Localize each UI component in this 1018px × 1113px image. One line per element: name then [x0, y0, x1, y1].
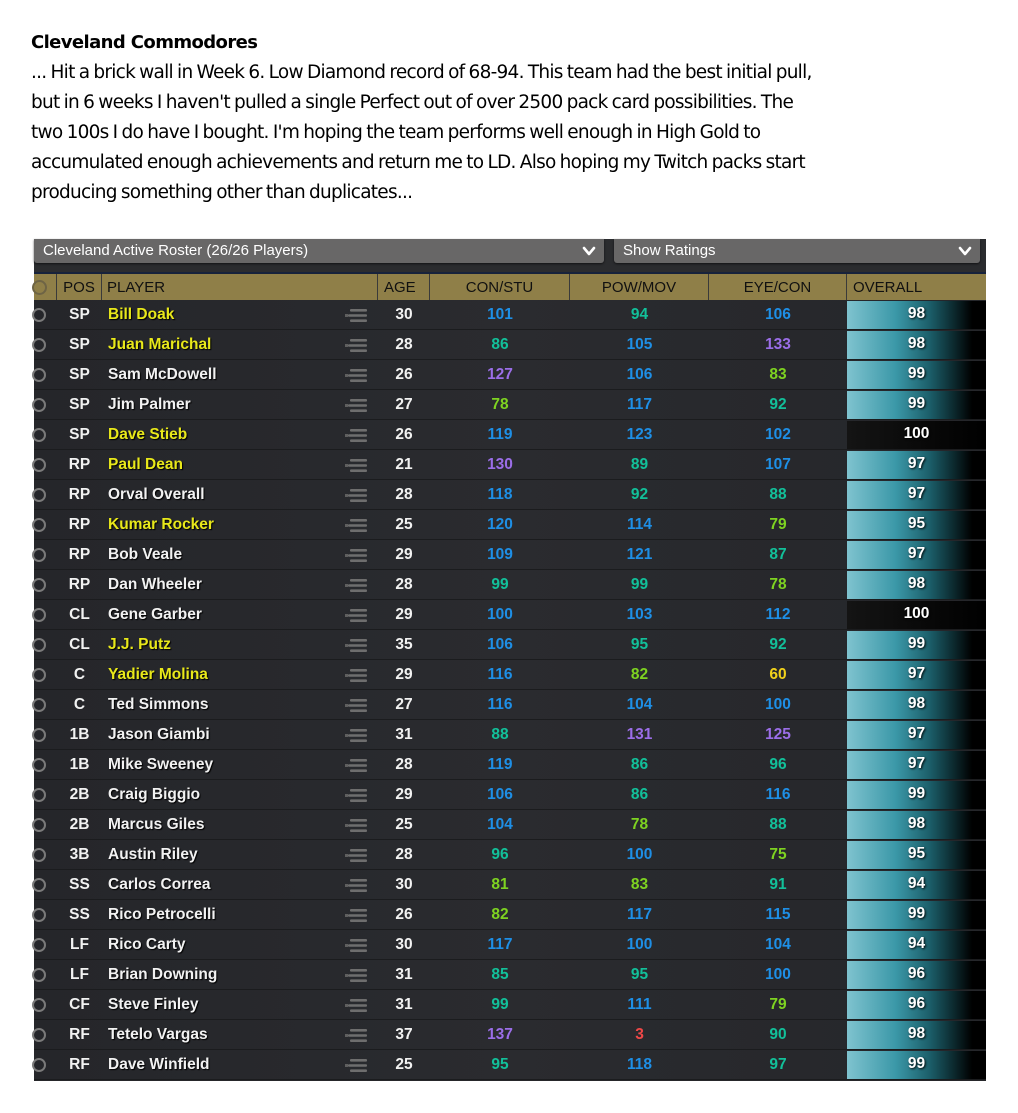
overall-rating: 98 — [847, 301, 986, 329]
player-row[interactable] — [34, 930, 986, 960]
overall-rating: 99 — [847, 631, 986, 659]
row-select-radio[interactable] — [32, 788, 46, 802]
rating-eye-con: 104 — [765, 936, 791, 953]
player-age: 37 — [395, 1026, 413, 1043]
post-line: ... Hit a brick wall in Week 6. Low Diamond record of 68-94. This team had the best initial pull, — [31, 62, 812, 83]
player-age: 29 — [395, 786, 413, 803]
player-position: RF — [69, 1056, 90, 1073]
player-row[interactable] — [34, 690, 986, 720]
list-menu-icon[interactable] — [345, 369, 367, 382]
overall-rating: 97 — [847, 451, 986, 479]
roster-select-dropdown[interactable] — [34, 239, 604, 263]
player-age: 29 — [395, 606, 413, 623]
rating-con-stu: 119 — [487, 756, 513, 773]
rating-eye-con: 100 — [765, 966, 791, 983]
column-header-con-stu[interactable]: CON/STU — [430, 274, 570, 302]
rating-eye-con: 79 — [769, 516, 787, 533]
list-menu-icon[interactable] — [345, 789, 367, 802]
row-select-radio[interactable] — [32, 758, 46, 772]
rating-pow-mov: 94 — [630, 306, 649, 323]
list-menu-icon[interactable] — [345, 459, 367, 472]
row-select-radio[interactable] — [32, 608, 46, 622]
player-row[interactable] — [34, 300, 986, 330]
overall-rating: 99 — [847, 1051, 986, 1079]
player-name[interactable]: Steve Finley — [108, 996, 199, 1013]
player-position: 2B — [69, 786, 90, 803]
row-select-radio[interactable] — [32, 818, 46, 832]
player-name[interactable]: Kumar Rocker — [108, 516, 214, 533]
list-menu-icon[interactable] — [345, 309, 367, 322]
post-title: Cleveland Commodores — [31, 32, 258, 53]
forum-post — [31, 28, 991, 208]
player-row[interactable] — [34, 780, 986, 810]
row-select-radio[interactable] — [32, 848, 46, 862]
roster-toolbar — [34, 239, 986, 272]
player-name[interactable]: Brian Downing — [108, 966, 218, 983]
player-name[interactable]: Paul Dean — [108, 456, 183, 473]
list-menu-icon[interactable] — [345, 579, 367, 592]
rating-eye-con: 78 — [769, 576, 787, 593]
rating-eye-con: 79 — [769, 996, 787, 1013]
player-position: RP — [68, 576, 91, 593]
player-position: RP — [68, 456, 91, 473]
rating-con-stu: 106 — [487, 786, 513, 803]
player-position: RF — [69, 1026, 90, 1043]
list-menu-icon[interactable] — [345, 999, 367, 1012]
player-age: 31 — [395, 726, 413, 743]
player-name[interactable]: Jim Palmer — [108, 396, 191, 413]
radio-icon — [32, 280, 47, 295]
rating-con-stu: 78 — [491, 396, 509, 413]
player-age: 21 — [395, 456, 413, 473]
player-name[interactable]: J.J. Putz — [108, 636, 171, 653]
rating-eye-con: 115 — [765, 906, 791, 923]
player-position: SS — [69, 876, 90, 893]
player-row[interactable] — [34, 900, 986, 930]
column-header-age[interactable]: AGE — [378, 274, 430, 302]
rating-eye-con: 90 — [769, 1026, 787, 1043]
overall-rating: 98 — [847, 1021, 986, 1049]
row-select-radio[interactable] — [32, 368, 46, 382]
player-position: CL — [69, 606, 90, 623]
player-age: 30 — [395, 936, 413, 953]
rating-pow-mov: 117 — [626, 906, 652, 923]
player-row[interactable] — [34, 510, 986, 540]
row-select-radio[interactable] — [32, 428, 46, 442]
list-menu-icon[interactable] — [345, 1059, 367, 1072]
rating-con-stu: 116 — [487, 696, 513, 713]
player-age: 26 — [395, 906, 413, 923]
rating-con-stu: 82 — [491, 906, 509, 923]
player-position: SP — [69, 366, 90, 383]
player-position: 1B — [69, 756, 90, 773]
player-name[interactable]: Jason Giambi — [108, 726, 210, 743]
list-menu-icon[interactable] — [345, 489, 367, 502]
row-select-radio[interactable] — [32, 1028, 46, 1042]
player-name[interactable]: Dave Stieb — [108, 426, 188, 443]
list-menu-icon[interactable] — [345, 909, 367, 922]
rating-pow-mov: 99 — [630, 576, 649, 593]
rating-eye-con: 112 — [765, 606, 791, 623]
post-line: two 100s I do have I bought. I'm hoping the team performs well enough in High Gold to — [31, 122, 761, 143]
rating-pow-mov: 78 — [630, 816, 649, 833]
overall-rating: 95 — [847, 511, 986, 539]
rating-eye-con: 91 — [769, 876, 787, 893]
player-position: SP — [69, 396, 90, 413]
player-position: 1B — [69, 726, 90, 743]
overall-rating: 97 — [847, 751, 986, 779]
player-position: RP — [68, 516, 91, 533]
player-row[interactable] — [34, 1020, 986, 1050]
rating-eye-con: 116 — [765, 786, 791, 803]
player-name[interactable]: Orval Overall — [108, 486, 205, 503]
player-age: 31 — [395, 996, 413, 1013]
rating-pow-mov: 83 — [630, 876, 649, 893]
row-select-radio[interactable] — [32, 458, 46, 472]
player-name[interactable]: Craig Biggio — [108, 786, 201, 803]
rating-con-stu: 106 — [487, 636, 513, 653]
rating-eye-con: 106 — [765, 306, 791, 323]
overall-rating: 99 — [847, 901, 986, 929]
player-age: 25 — [395, 516, 413, 533]
player-age: 29 — [395, 666, 413, 683]
rating-eye-con: 75 — [769, 846, 787, 863]
player-position: LF — [70, 966, 89, 983]
list-menu-icon[interactable] — [345, 399, 367, 412]
list-menu-icon[interactable] — [345, 429, 367, 442]
table-header — [34, 272, 986, 303]
player-age: 30 — [395, 306, 413, 323]
player-row[interactable] — [34, 570, 986, 600]
player-position: RP — [68, 486, 91, 503]
post-line: producing something other than duplicates... — [31, 182, 413, 203]
rating-pow-mov: 100 — [626, 846, 653, 863]
player-row[interactable] — [34, 330, 986, 360]
list-menu-icon[interactable] — [345, 1029, 367, 1042]
rating-con-stu: 137 — [487, 1026, 513, 1043]
list-menu-icon[interactable] — [345, 939, 367, 952]
row-select-radio[interactable] — [32, 728, 46, 742]
player-name[interactable]: Dave Winfield — [108, 1056, 210, 1073]
player-age: 35 — [395, 636, 413, 653]
rating-pow-mov: 123 — [626, 426, 653, 443]
rating-con-stu: 119 — [487, 426, 513, 443]
player-position: SP — [69, 336, 90, 353]
rating-eye-con: 97 — [769, 1056, 787, 1073]
rating-eye-con: 102 — [765, 426, 791, 443]
overall-rating: 94 — [847, 871, 986, 899]
rating-pow-mov: 114 — [626, 516, 652, 533]
column-header-eye-con[interactable]: EYE/CON — [709, 274, 847, 302]
rating-eye-con: 92 — [769, 636, 787, 653]
rating-pow-mov: 86 — [630, 756, 649, 773]
player-row[interactable] — [34, 540, 986, 570]
player-row[interactable] — [34, 480, 986, 510]
overall-rating: 97 — [847, 481, 986, 509]
player-row[interactable] — [34, 630, 986, 660]
player-name[interactable]: Bob Veale — [108, 546, 183, 563]
player-age: 25 — [395, 816, 413, 833]
row-select-radio[interactable] — [32, 938, 46, 952]
player-row[interactable] — [34, 420, 986, 450]
chevron-down-icon — [582, 244, 596, 258]
column-header-pos[interactable]: POS — [57, 274, 102, 302]
player-age: 25 — [395, 1056, 413, 1073]
player-position: CF — [69, 996, 90, 1013]
overall-rating: 100 — [847, 601, 986, 629]
player-position: C — [73, 666, 86, 683]
row-select-radio[interactable] — [32, 578, 46, 592]
rating-pow-mov: 105 — [626, 336, 653, 353]
rating-pow-mov: 118 — [626, 1056, 652, 1073]
list-menu-icon[interactable] — [345, 969, 367, 982]
overall-rating: 99 — [847, 781, 986, 809]
player-row[interactable] — [34, 960, 986, 990]
player-name[interactable]: Rico Carty — [108, 936, 186, 953]
rating-eye-con: 92 — [769, 396, 787, 413]
rating-con-stu: 99 — [491, 576, 509, 593]
player-row[interactable] — [34, 810, 986, 840]
rating-pow-mov: 103 — [626, 606, 653, 623]
list-menu-icon[interactable] — [345, 699, 367, 712]
rating-con-stu: 117 — [487, 936, 513, 953]
rating-con-stu: 96 — [491, 846, 509, 863]
rating-con-stu: 86 — [491, 336, 509, 353]
player-row[interactable] — [34, 720, 986, 750]
player-row[interactable] — [34, 660, 986, 690]
row-select-radio[interactable] — [32, 878, 46, 892]
rating-pow-mov: 3 — [635, 1026, 644, 1043]
rating-con-stu: 109 — [487, 546, 513, 563]
player-row[interactable] — [34, 990, 986, 1020]
player-row[interactable] — [34, 840, 986, 870]
player-name[interactable]: Marcus Giles — [108, 816, 205, 833]
column-header-overall[interactable]: OVERALL — [853, 279, 923, 296]
row-select-radio[interactable] — [32, 488, 46, 502]
list-menu-icon[interactable] — [345, 819, 367, 832]
player-position: SP — [69, 426, 90, 443]
list-menu-icon[interactable] — [345, 879, 367, 892]
rating-pow-mov: 95 — [630, 636, 649, 653]
player-position: RP — [68, 546, 91, 563]
overall-rating: 98 — [847, 571, 986, 599]
rating-con-stu: 85 — [491, 966, 509, 983]
player-name[interactable]: Bill Doak — [108, 306, 175, 323]
player-name[interactable]: Dan Wheeler — [108, 576, 202, 593]
player-age: 28 — [395, 756, 413, 773]
player-position: 2B — [69, 816, 90, 833]
rating-eye-con: 100 — [765, 696, 791, 713]
rating-eye-con: 96 — [769, 756, 787, 773]
player-position: CL — [69, 636, 90, 653]
rating-con-stu: 120 — [487, 516, 513, 533]
player-position: C — [73, 696, 86, 713]
rating-con-stu: 130 — [487, 456, 513, 473]
list-menu-icon[interactable] — [345, 759, 367, 772]
player-row[interactable] — [34, 360, 986, 390]
rating-pow-mov: 92 — [630, 486, 649, 503]
row-select-radio[interactable] — [32, 908, 46, 922]
rating-con-stu: 88 — [491, 726, 509, 743]
rating-con-stu: 116 — [487, 666, 513, 683]
chevron-down-icon — [958, 244, 972, 258]
ratings-view-label: Show Ratings — [623, 242, 716, 259]
overall-rating: 96 — [847, 961, 986, 989]
overall-rating: 96 — [847, 991, 986, 1019]
player-age: 26 — [395, 366, 413, 383]
rating-pow-mov: 100 — [626, 936, 653, 953]
list-menu-icon[interactable] — [345, 849, 367, 862]
player-age: 28 — [395, 486, 413, 503]
select-all-header[interactable] — [34, 274, 57, 302]
player-age: 29 — [395, 546, 413, 563]
rating-eye-con: 133 — [765, 336, 791, 353]
rating-pow-mov: 104 — [626, 696, 653, 713]
overall-rating: 100 — [847, 421, 986, 449]
rating-con-stu: 99 — [491, 996, 509, 1013]
rating-pow-mov: 95 — [630, 966, 649, 983]
player-name[interactable]: Gene Garber — [108, 606, 202, 623]
player-age: 27 — [395, 696, 413, 713]
player-name[interactable]: Carlos Correa — [108, 876, 211, 893]
row-select-radio[interactable] — [32, 638, 46, 652]
row-select-radio[interactable] — [32, 548, 46, 562]
list-menu-icon[interactable] — [345, 669, 367, 682]
player-position: LF — [70, 936, 89, 953]
rating-pow-mov: 117 — [626, 396, 652, 413]
player-name[interactable]: Yadier Molina — [108, 666, 208, 683]
player-age: 26 — [395, 426, 413, 443]
rating-con-stu: 100 — [487, 606, 513, 623]
player-position: SS — [69, 906, 90, 923]
player-position: SP — [69, 306, 90, 323]
rating-eye-con: 88 — [769, 816, 787, 833]
rating-con-stu: 118 — [487, 486, 513, 503]
rating-con-stu: 81 — [491, 876, 509, 893]
list-menu-icon[interactable] — [345, 519, 367, 532]
rating-eye-con: 107 — [765, 456, 791, 473]
rating-pow-mov: 131 — [626, 726, 653, 743]
player-name[interactable]: Sam McDowell — [108, 366, 217, 383]
rating-con-stu: 101 — [487, 306, 513, 323]
overall-rating: 98 — [847, 811, 986, 839]
rating-eye-con: 60 — [769, 666, 787, 683]
rating-eye-con: 88 — [769, 486, 787, 503]
row-select-radio[interactable] — [32, 308, 46, 322]
overall-rating: 97 — [847, 541, 986, 569]
player-name[interactable]: Mike Sweeney — [108, 756, 214, 773]
row-select-radio[interactable] — [32, 668, 46, 682]
list-menu-icon[interactable] — [345, 729, 367, 742]
row-select-radio[interactable] — [32, 398, 46, 412]
rating-con-stu: 104 — [487, 816, 513, 833]
rating-pow-mov: 86 — [630, 786, 649, 803]
roster-panel — [34, 239, 986, 1081]
list-menu-icon[interactable] — [345, 609, 367, 622]
overall-rating: 99 — [847, 391, 986, 419]
row-select-radio[interactable] — [32, 1058, 46, 1072]
column-header-player[interactable]: PLAYER — [102, 274, 378, 302]
rating-con-stu: 127 — [487, 366, 513, 383]
rating-eye-con: 83 — [769, 366, 787, 383]
player-row[interactable] — [34, 450, 986, 480]
rating-pow-mov: 106 — [626, 366, 653, 383]
player-row[interactable] — [34, 600, 986, 630]
player-row[interactable] — [34, 1050, 986, 1080]
overall-rating: 95 — [847, 841, 986, 869]
rating-eye-con: 125 — [765, 726, 791, 743]
player-age: 30 — [395, 876, 413, 893]
post-line: but in 6 weeks I haven't pulled a single Perfect out of over 2500 pack card possibilities. The — [31, 92, 794, 113]
player-name[interactable]: Austin Riley — [108, 846, 198, 863]
rating-pow-mov: 121 — [626, 546, 653, 563]
overall-rating: 94 — [847, 931, 986, 959]
player-name[interactable]: Tetelo Vargas — [108, 1026, 208, 1043]
player-age: 31 — [395, 966, 413, 983]
player-name[interactable]: Ted Simmons — [108, 696, 209, 713]
list-menu-icon[interactable] — [345, 639, 367, 652]
list-menu-icon[interactable] — [345, 549, 367, 562]
player-name[interactable]: Rico Petrocelli — [108, 906, 216, 923]
player-row[interactable] — [34, 870, 986, 900]
overall-rating: 97 — [847, 721, 986, 749]
list-menu-icon[interactable] — [345, 339, 367, 352]
rating-pow-mov: 89 — [630, 456, 649, 473]
row-select-radio[interactable] — [32, 518, 46, 532]
rating-eye-con: 87 — [769, 546, 787, 563]
ratings-view-dropdown[interactable] — [614, 239, 980, 263]
overall-rating: 97 — [847, 661, 986, 689]
row-select-radio[interactable] — [32, 998, 46, 1012]
player-name[interactable]: Juan Marichal — [108, 336, 212, 353]
player-row[interactable] — [34, 390, 986, 420]
row-select-radio[interactable] — [32, 698, 46, 712]
rating-pow-mov: 82 — [630, 666, 649, 683]
row-select-radio[interactable] — [32, 968, 46, 982]
overall-rating: 98 — [847, 331, 986, 359]
player-age: 28 — [395, 576, 413, 593]
roster-select-label: Cleveland Active Roster (26/26 Players) — [43, 242, 309, 259]
row-select-radio[interactable] — [32, 338, 46, 352]
player-age: 28 — [395, 336, 413, 353]
overall-rating: 98 — [847, 691, 986, 719]
column-header-pow-mov[interactable]: POW/MOV — [570, 274, 709, 302]
post-line: accumulated enough achievements and return me to LD. Also hoping my Twitch packs start — [31, 152, 805, 173]
player-age: 28 — [395, 846, 413, 863]
overall-rating: 99 — [847, 361, 986, 389]
rating-pow-mov: 111 — [627, 996, 652, 1013]
rating-con-stu: 95 — [491, 1056, 509, 1073]
player-row[interactable] — [34, 750, 986, 780]
player-position: 3B — [69, 846, 90, 863]
player-age: 27 — [395, 396, 413, 413]
